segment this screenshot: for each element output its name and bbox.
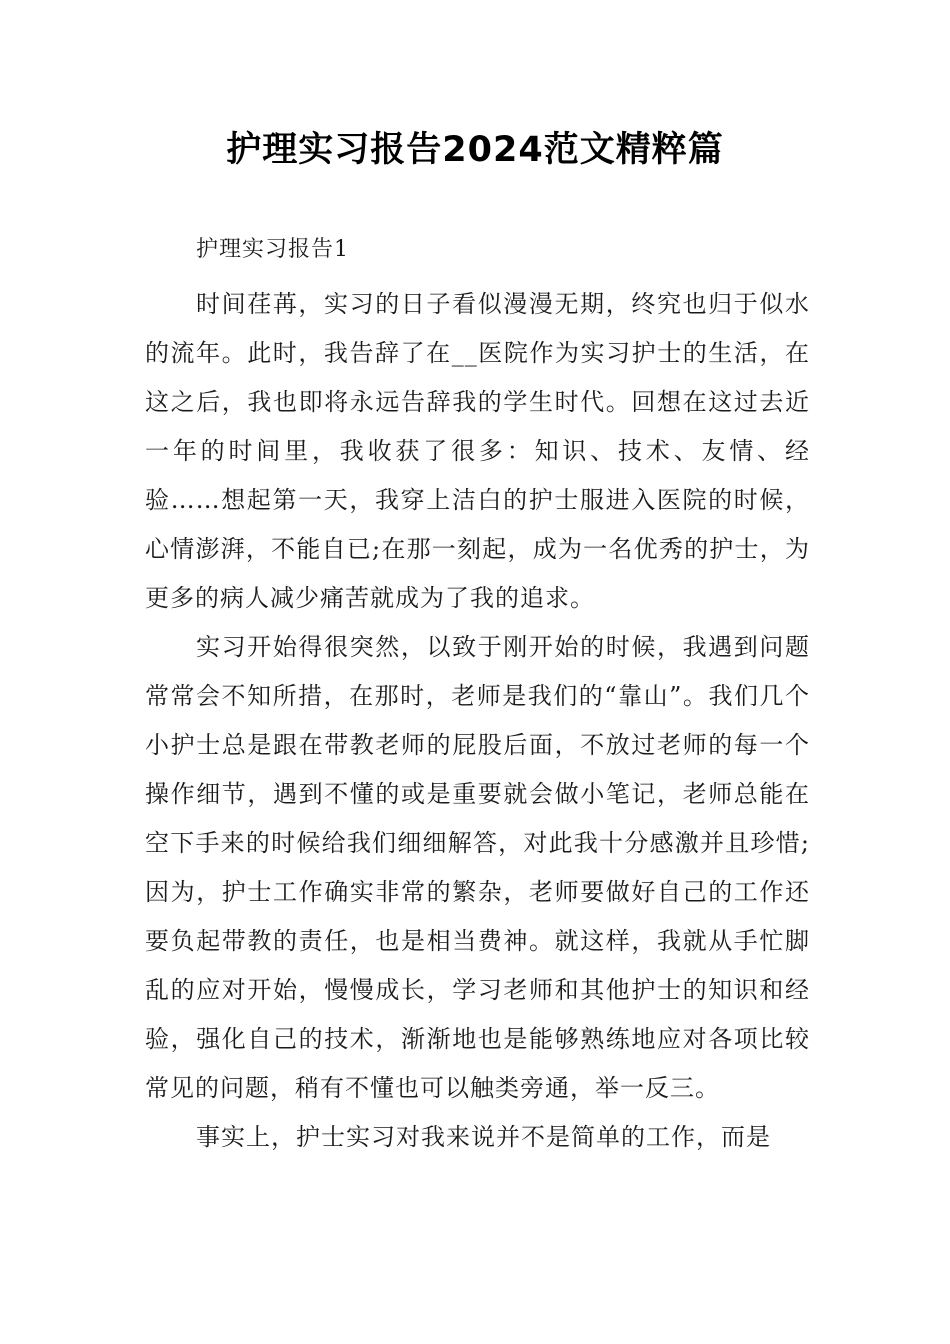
paragraph-1: 时间荏苒，实习的日子看似漫漫无期，终究也归于似水的流年。此时，我告辞了在__医院作为实习护士的生活，在这之后，我也即将永远告辞我的学生时代。回想在这过去近一年的时间里，我收获了很多：知识、技术、友情、经验……想起第一天，我穿上洁白的护士服进入医院的时候，心情澎湃，不能自已;在那一刻起，成为一名优秀的护士，为更多的病人减少痛苦就成为了我的追求。 (145, 290, 810, 612)
paragraph-3: 事实上，护士实习对我来说并不是简单的工作，而是 (196, 1123, 771, 1151)
paragraph-2: 实习开始得很突然，以致于刚开始的时候，我遇到问题常常会不知所措，在那时，老师是我们的“靠山”。我们几个小护士总是跟在带教老师的屁股后面，不放过老师的每一个操作细节，遇到不懂的或是重要就会做小笔记，老师总能在空下手来的时候给我们细细解答，对此我十分感激并且珍惜;因为，护士工作确实非常的繁杂，老师要做好自己的工作还要负起带教的责任，也是相当费神。就这样，我就从手忙脚乱的应对开始，慢慢成长，学习老师和其他护士的知识和经验，强化自己的技术，渐渐地也是能够熟练地应对各项比较常见的问题，稍有不懂也可以触类旁通，举一反三。 (145, 633, 810, 1102)
document-title: 护理实习报告2024范文精粹篇 (226, 130, 724, 170)
section-heading: 护理实习报告1 (196, 237, 349, 262)
document-body (145, 227, 810, 1162)
